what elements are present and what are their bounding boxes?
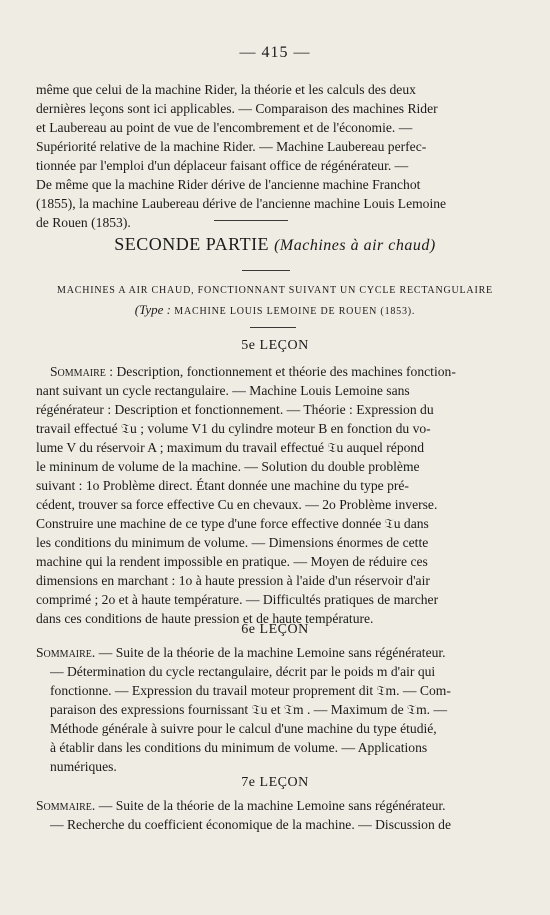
text-line <box>36 362 510 381</box>
text-line: travail effectué 𝔗u ; volume V1 du cylindre moteur B en fonction du vo- <box>36 421 431 436</box>
text-line-content: — Suite de la théorie de la machine Lemoine sans régénérateur. <box>98 645 446 660</box>
sommaire-label: Sommaire. <box>36 645 96 660</box>
text-line-content: Description, fonctionnement et théorie des machines fonction- <box>116 364 456 379</box>
lesson-heading: 7e LEÇON <box>241 775 309 790</box>
lesson-summary <box>36 796 510 834</box>
page-number: — 415 — <box>239 44 311 61</box>
type-text: MACHINE LOUIS LEMOINE DE ROUEN (1853). <box>174 306 416 317</box>
text-line-content: — Suite de la théorie de la machine Lemoine sans régénérateur. <box>98 798 446 813</box>
text-line: tionnée par l'emploi d'un déplaceur faisant office de régénérateur. — <box>36 158 409 173</box>
sommaire-label: Sommaire : <box>50 364 114 379</box>
text-line: De même que la machine Rider dérive de l'ancienne machine Franchot <box>36 177 421 192</box>
text-line <box>36 643 510 662</box>
text-line: numériques. <box>50 759 117 774</box>
text-line: et Laubereau au point de vue de l'encombrement et de l'économie. — <box>36 120 413 135</box>
lesson-heading: 5e LEÇON <box>241 338 309 353</box>
separator-rule <box>242 270 290 271</box>
sommaire-label: Sommaire. <box>36 798 96 813</box>
text-line: (1855), la machine Laubereau dérive de l'ancienne machine Louis Lemoine <box>36 196 447 211</box>
type-line <box>0 302 550 318</box>
text-line: suivant : 1o Problème direct. Étant donnée une machine du type pré- <box>36 478 409 493</box>
separator-rule <box>214 220 288 221</box>
intro-paragraph <box>36 80 510 232</box>
text-line: le mininum de volume de la machine. — Solution du double problème <box>36 459 420 474</box>
separator-rule <box>250 327 296 328</box>
text-line: comprimé ; 2o et à haute température. — Difficultés pratiques de marcher <box>36 592 439 607</box>
section-caps-line: MACHINES A AIR CHAUD, FONCTIONNANT SUIVANT UN CYCLE RECTANGULAIRE <box>57 285 493 296</box>
text-line: à établir dans les conditions du minimum de volume. — Applications <box>50 740 428 755</box>
lesson-heading: 6e LEÇON <box>241 622 309 637</box>
text-line: machine qui la rendent impossible en pratique. — Moyen de réduire ces <box>36 554 428 569</box>
text-line: fonctionne. — Expression du travail moteur proprement dit 𝔗m. — Com- <box>50 683 451 698</box>
text-line: de Rouen (1853). <box>36 215 131 230</box>
text-line: Méthode générale à suivre pour le calcul d'une machine du type étudié, <box>50 721 437 736</box>
part-subtitle: (Machines à air chaud) <box>274 237 436 254</box>
text-line: même que celui de la machine Rider, la théorie et les calculs des deux <box>36 82 416 97</box>
part-title: SECONDE PARTIE <box>114 234 270 254</box>
text-line: régénérateur : Description et fonctionnement. — Théorie : Expression du <box>36 402 434 417</box>
text-line: dimensions en marchant : 1o à haute pression à l'aide d'un réservoir d'air <box>36 573 430 588</box>
text-line: lume V du réservoir A ; maximum du travail effectué 𝔗u auquel répond <box>36 440 425 455</box>
text-line <box>36 796 510 815</box>
lesson-summary <box>36 643 510 776</box>
text-line: — Détermination du cycle rectangulaire, décrit par le poids m d'air qui <box>50 664 436 679</box>
part-heading <box>0 234 550 255</box>
text-line: les conditions du minimum de volume. — Dimensions énormes de cette <box>36 535 429 550</box>
lesson-summary <box>36 362 510 628</box>
text-line: dernières leçons sont ici applicables. — Comparaison des machines Rider <box>36 101 438 116</box>
text-line: nant suivant un cycle rectangulaire. — Machine Louis Lemoine sans <box>36 383 410 398</box>
text-line: paraison des expressions fournissant 𝔗u et 𝔗m . — Maximum de 𝔗m. — <box>50 702 448 717</box>
text-line: Construire une machine de ce type d'une force effective donnée 𝔗u dans <box>36 516 429 531</box>
text-line: Supériorité relative de la machine Rider. — Machine Laubereau perfec- <box>36 139 427 154</box>
text-line: dans ces conditions de haute pression et de haute température. <box>36 611 374 626</box>
text-line: cédent, trouver sa force effective Cu en chevaux. — 2o Problème inverse. <box>36 497 438 512</box>
text-line: — Recherche du coefficient économique de la machine. — Discussion de <box>50 817 452 832</box>
type-label: (Type : <box>134 302 172 317</box>
